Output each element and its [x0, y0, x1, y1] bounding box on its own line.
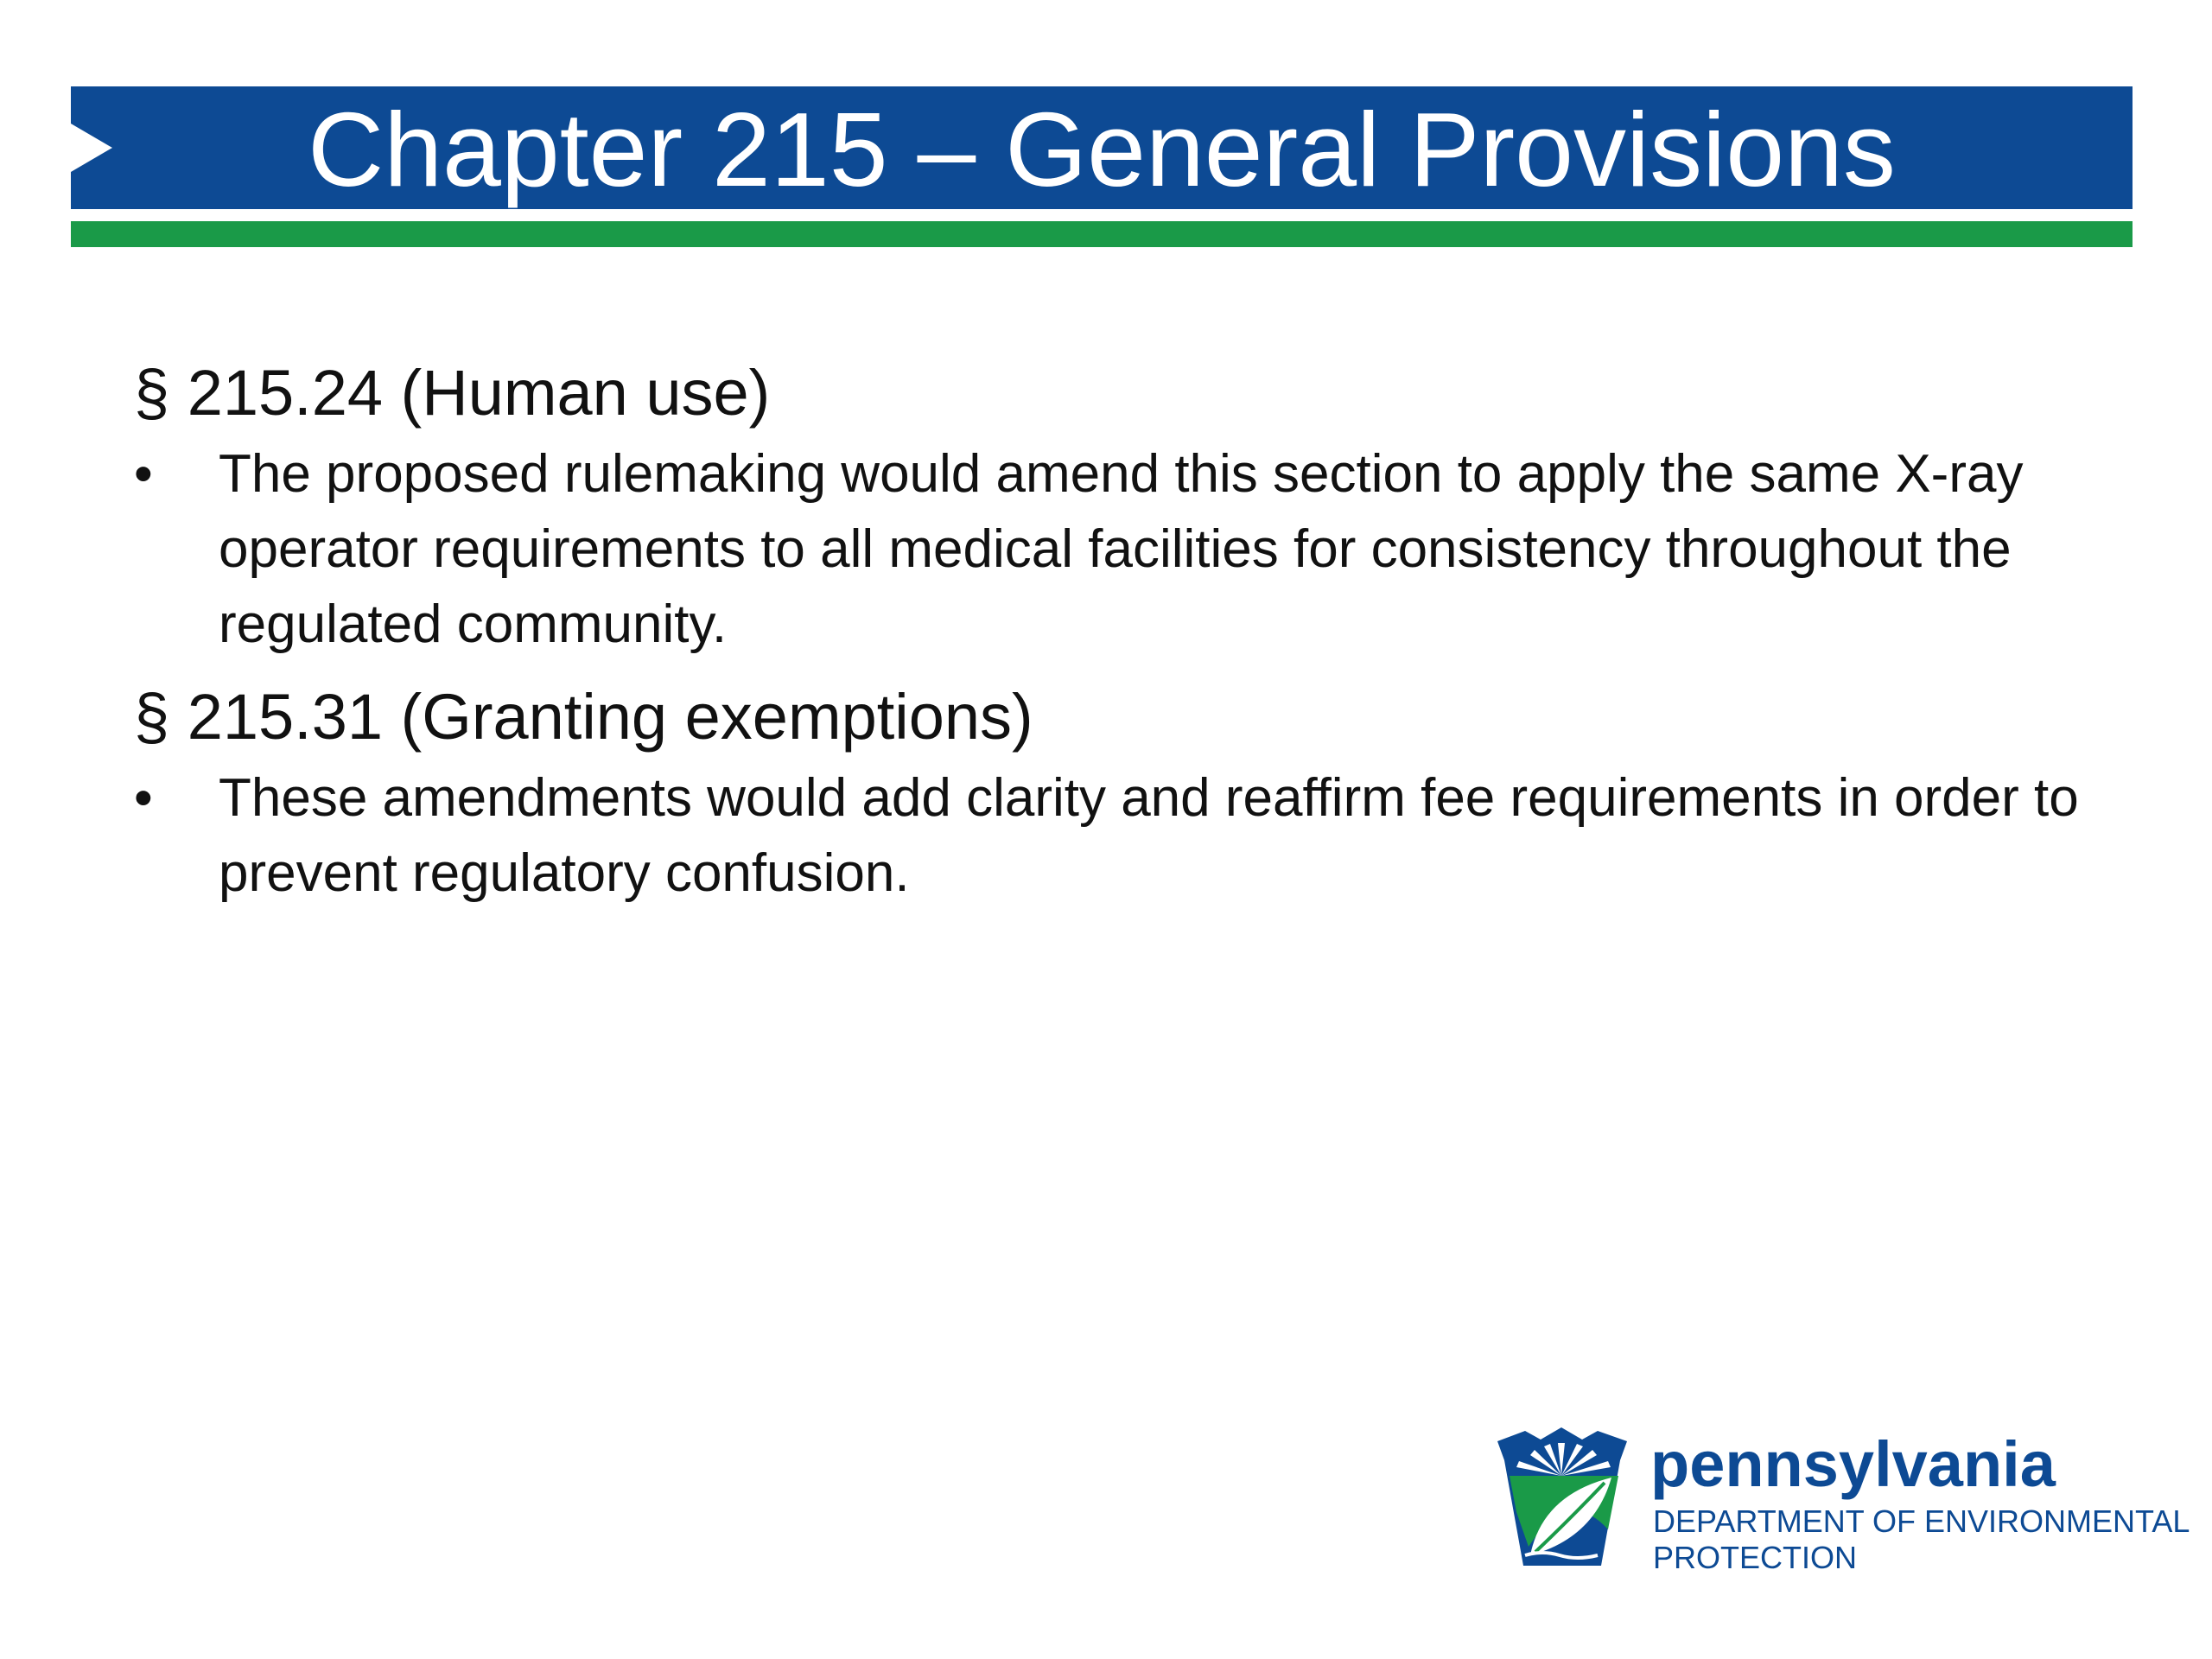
title-underline	[71, 221, 2133, 247]
logo-department-line1: DEPARTMENT OF ENVIRONMENTAL	[1653, 1503, 2190, 1539]
section-215-24	[134, 350, 2147, 662]
pa-dep-logo	[1491, 1426, 2190, 1581]
slide-content	[134, 350, 2147, 923]
bullet-text: These amendments would add clarity and reaffirm fee requirements in order to prevent regulatory confusion.	[219, 768, 2079, 903]
bullet-icon: •	[134, 444, 153, 504]
bullet-icon: •	[134, 768, 153, 828]
slide-title: Chapter 215 – General Provisions	[308, 91, 1896, 208]
bullet-item	[134, 760, 2147, 911]
logo-department	[1653, 1503, 2190, 1576]
keystone-sun-leaf-icon	[1491, 1426, 1633, 1573]
logo-wordmark: pennsylvania	[1650, 1428, 2056, 1500]
bullet-item	[134, 436, 2147, 662]
section-heading: § 215.24 (Human use)	[134, 357, 771, 429]
bullet-text: The proposed rulemaking would amend this section to apply the same X-ray operator requirements to all medical facilities for consistency throughout the regulated community.	[219, 444, 2024, 654]
section-215-31	[134, 674, 2147, 911]
title-divider-gap	[71, 209, 2133, 221]
section-heading: § 215.31 (Granting exemptions)	[134, 681, 1033, 753]
logo-department-line2: PROTECTION	[1653, 1540, 1858, 1575]
